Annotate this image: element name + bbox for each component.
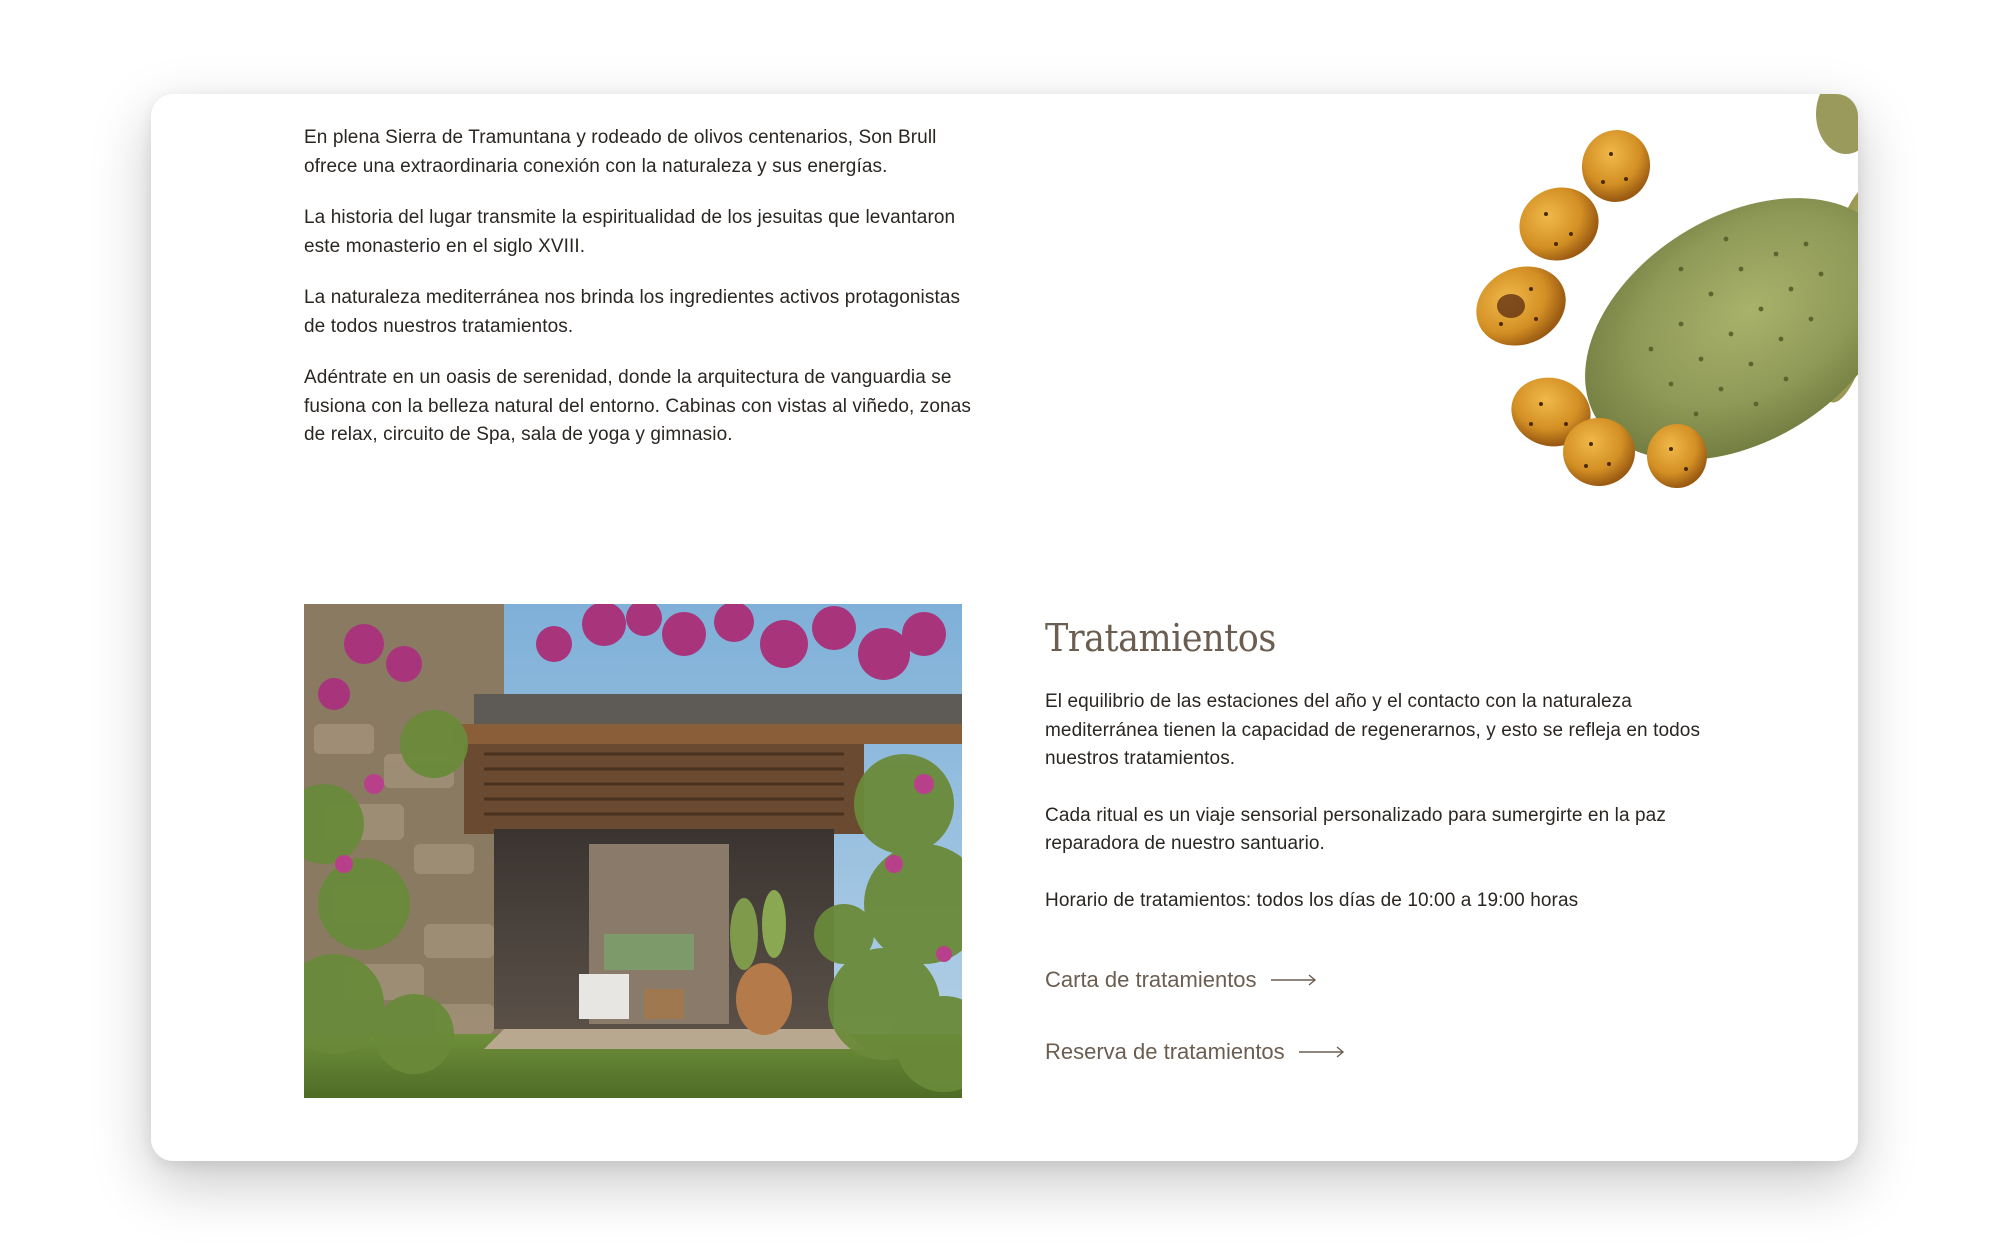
arrow-right-icon	[1299, 1046, 1345, 1058]
intro-paragraph: Adéntrate en un oasis de serenidad, donde la arquitectura de vanguardia se fusiona con la belleza natural del entorno. Cabinas con vistas al viñedo, zonas de relax, circuito de Spa, sala de yoga y gimnasio.	[304, 367, 971, 445]
intro-paragraph: La naturaleza mediterránea nos brinda los ingredientes activos protagonistas de todos nuestros tratamientos.	[304, 287, 961, 337]
prickly-pear-cactus-image	[1381, 94, 1858, 514]
treatments-paragraph: Cada ritual es un viaje sensorial personalizado para sumergirte en la paz reparadora de nuestro santuario.	[1045, 804, 1666, 854]
intro-section	[304, 124, 984, 473]
intro-paragraph: La historia del lugar transmite la espiritualidad de los jesuitas que levantaron este monasterio en el siglo XVIII.	[304, 207, 956, 257]
intro-paragraph: En plena Sierra de Tramuntana y rodeado de olivos centenarios, Son Brull ofrece una extraordinaria conexión con la naturaleza y sus energías.	[304, 127, 937, 177]
arrow-right-icon	[1271, 974, 1317, 986]
treatments-menu-label: Carta de tratamientos	[1045, 967, 1257, 992]
treatments-title: Tratamientos	[1045, 616, 1276, 660]
treatments-hours: Horario de tratamientos: todos los días de 10:00 a 19:00 horas	[1045, 889, 1579, 911]
treatments-menu-link[interactable]	[1045, 965, 1745, 995]
treatments-paragraph: El equilibrio de las estaciones del año y el contacto con la naturaleza mediterránea tienen la capacidad de regenerarnos, y esto se refleja en todos nuestros tratamientos.	[1045, 691, 1701, 769]
treatments-booking-link[interactable]	[1045, 1037, 1745, 1067]
treatments-description	[1045, 688, 1745, 915]
spa-cabin-photo	[304, 604, 962, 1098]
treatments-booking-label: Reserva de tratamientos	[1045, 1039, 1285, 1064]
content-card	[151, 94, 1858, 1161]
treatments-section	[1045, 604, 1745, 1067]
